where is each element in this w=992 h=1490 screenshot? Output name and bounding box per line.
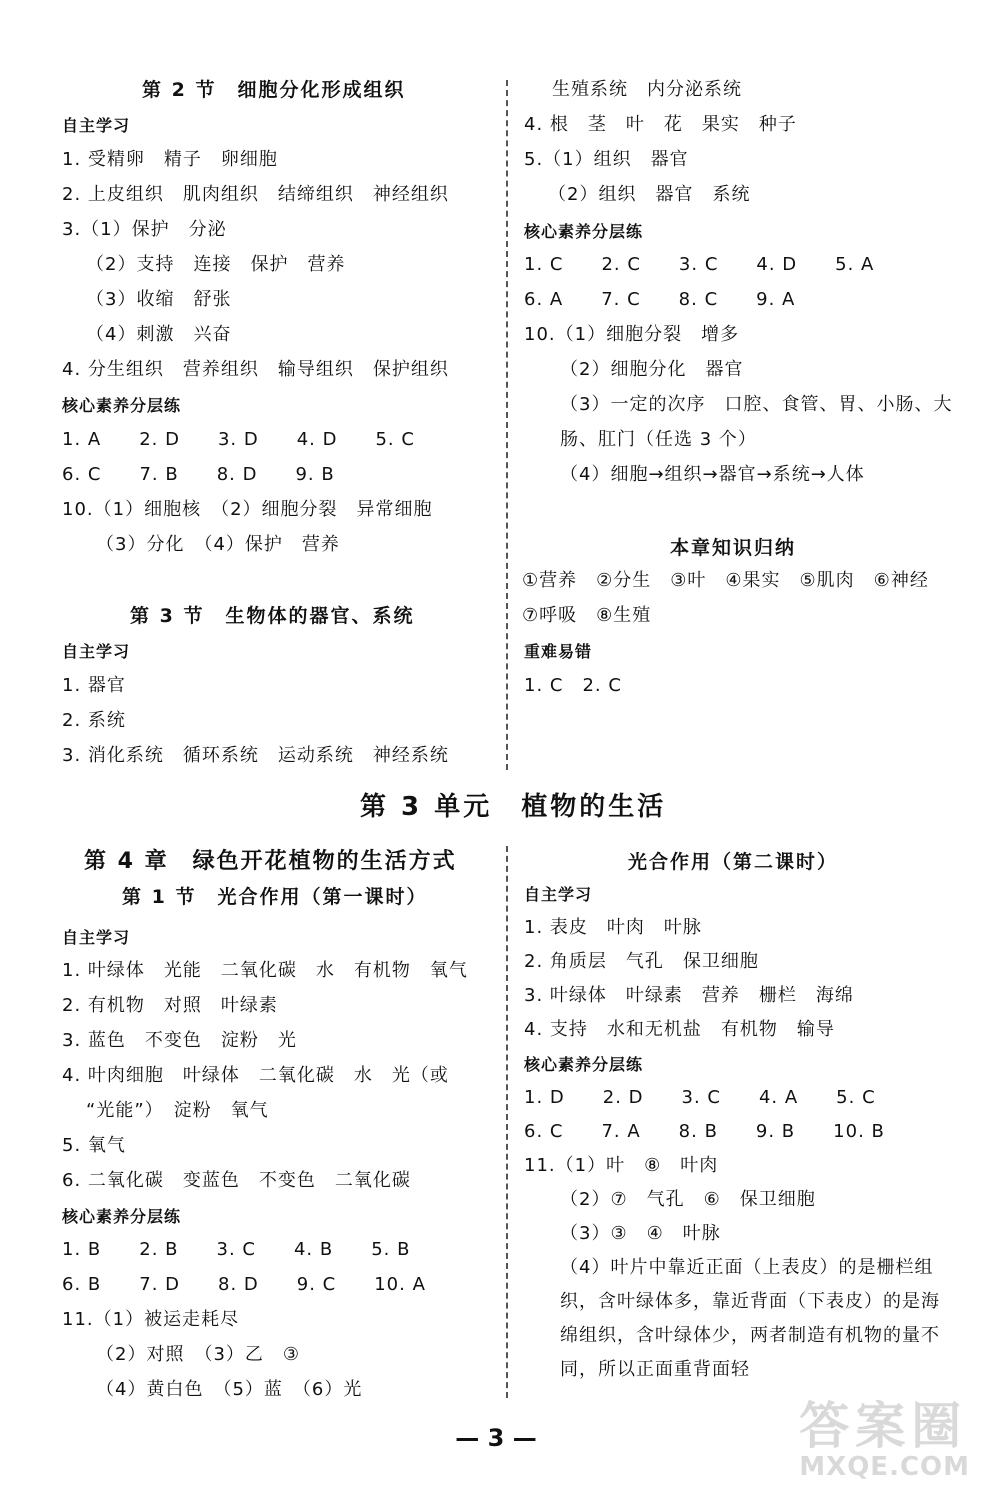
summary-title: 本章知识归纳 (670, 537, 797, 559)
core-heading: 核心素养分层练 (62, 1207, 182, 1226)
answer-line: 5. 氧气 (62, 1135, 126, 1156)
answer-line: 1. 器官 (62, 675, 126, 696)
answer-line: 1. 受精卵 精子 卵细胞 (62, 149, 278, 170)
answer-line: 1. B 2. B 3. C 4. B 5. B (62, 1239, 411, 1260)
divider-bottom (506, 846, 508, 1398)
answer-line: 1. D 2. D 3. C 4. A 5. C (524, 1087, 876, 1108)
answer-line: 10.（1）细胞分裂 增多 (524, 324, 740, 345)
unit-title: 第 3 单元 植物的生活 (360, 792, 667, 822)
answer-line: 1. 叶绿体 光能 二氧化碳 水 有机物 氧气 (62, 960, 468, 981)
divider-top (506, 80, 508, 770)
chapter-title: 第 4 章 绿色开花植物的生活方式 (84, 849, 457, 874)
answer-line: （2）对照 （3）乙 ③ (96, 1344, 301, 1365)
answer-line: 1. 表皮 叶肉 叶脉 (524, 917, 702, 938)
self-study-heading: 自主学习 (62, 642, 131, 661)
core-heading: 核心素养分层练 (62, 396, 182, 415)
answer-line: （2）⑦ 气孔 ⑥ 保卫细胞 (560, 1189, 816, 1210)
hard-heading: 重难易错 (524, 642, 593, 661)
answer-line: （3）③ ④ 叶脉 (560, 1223, 721, 1244)
answer-line: ⑦呼吸 ⑧生殖 (522, 605, 652, 626)
watermark (799, 1397, 970, 1482)
self-study-heading: 自主学习 (62, 116, 131, 135)
answer-line: 3.（1）保护 分泌 (62, 219, 227, 240)
answer-line: 4. 分生组织 营养组织 输导组织 保护组织 (62, 359, 449, 380)
answer-line: 2. 上皮组织 肌肉组织 结缔组织 神经组织 (62, 184, 449, 205)
answer-line: 3. 蓝色 不变色 淀粉 光 (62, 1030, 297, 1051)
section-title: 第 2 节 细胞分化形成组织 (142, 79, 406, 101)
section-title: 第 3 节 生物体的器官、系统 (130, 605, 415, 627)
section-title: 第 1 节 光合作用（第一课时） (122, 886, 428, 908)
answer-line: 4. 叶肉细胞 叶绿体 二氧化碳 水 光（或 (62, 1065, 449, 1086)
answer-line: 10.（1）细胞核 （2）细胞分裂 异常细胞 (62, 499, 433, 520)
answer-line: （3）分化 （4）保护 营养 (96, 534, 340, 555)
page-number: — 3 — (455, 1424, 537, 1452)
answer-line: （2）支持 连接 保护 营养 (86, 254, 346, 275)
answer-line: 2. 有机物 对照 叶绿素 (62, 995, 278, 1016)
answer-line: （4）叶片中靠近正面（上表皮）的是栅栏组 (560, 1257, 934, 1278)
answer-line: （4）黄白色 （5）蓝 （6）光 (96, 1379, 363, 1400)
answer-line: 1. C 2. C (524, 675, 622, 696)
self-study-heading: 自主学习 (62, 928, 131, 947)
watermark-url: MXQE.COM (799, 1452, 970, 1482)
section-title: 光合作用（第二课时） (628, 851, 839, 873)
answer-line: 2. 系统 (62, 710, 126, 731)
answer-line: 生殖系统 内分泌系统 (552, 79, 742, 100)
answer-line: 6. 二氧化碳 变蓝色 不变色 二氧化碳 (62, 1170, 411, 1191)
answer-line: （2）细胞分化 器官 (560, 359, 744, 380)
answer-line: 3. 消化系统 循环系统 运动系统 神经系统 (62, 745, 449, 766)
answer-line: （3）一定的次序 口腔、食管、胃、小肠、大 (560, 394, 953, 415)
answer-line: “光能”） 淀粉 氧气 (86, 1100, 269, 1121)
answer-line: 同，所以正面重背面轻 (560, 1359, 750, 1380)
answer-line: （3）收缩 舒张 (86, 289, 232, 310)
answer-line: 1. A 2. D 3. D 4. D 5. C (62, 429, 415, 450)
watermark-logo-text: 答案圈 (799, 1397, 968, 1455)
answer-line: 6. C 7. A 8. B 9. B 10. B (524, 1121, 885, 1142)
core-heading: 核心素养分层练 (524, 1055, 644, 1074)
answer-line: 绵组织，含叶绿体少，两者制造有机物的量不 (560, 1325, 940, 1346)
answer-line: 6. B 7. D 8. D 9. C 10. A (62, 1274, 426, 1295)
answer-line: 织，含叶绿体多，靠近背面（下表皮）的是海 (560, 1291, 940, 1312)
answer-line: 5.（1）组织 器官 (524, 149, 689, 170)
answer-line: 2. 角质层 气孔 保卫细胞 (524, 951, 759, 972)
answer-line: 11.（1）叶 ⑧ 叶肉 (524, 1155, 719, 1176)
answer-line: 3. 叶绿体 叶绿素 营养 栅栏 海绵 (524, 985, 854, 1006)
answer-line: 4. 根 茎 叶 花 果实 种子 (524, 114, 797, 135)
answer-line: 1. C 2. C 3. C 4. D 5. A (524, 254, 875, 275)
answer-line: 11.（1）被运走耗尽 (62, 1309, 240, 1330)
answer-line: ①营养 ②分生 ③叶 ④果实 ⑤肌肉 ⑥神经 (522, 570, 929, 591)
answer-line: 6. A 7. C 8. C 9. A (524, 289, 796, 310)
core-heading: 核心素养分层练 (524, 222, 644, 241)
self-study-heading: 自主学习 (524, 885, 593, 904)
answer-line: （4）刺激 兴奋 (86, 324, 232, 345)
answer-line: （2）组织 器官 系统 (548, 184, 751, 205)
answer-line: 6. C 7. B 8. D 9. B (62, 464, 335, 485)
answer-line: （4）细胞→组织→器官→系统→人体 (560, 464, 865, 485)
answer-line: 4. 支持 水和无机盐 有机物 输导 (524, 1019, 835, 1040)
answer-line: 肠、肛门（任选 3 个） (560, 429, 757, 450)
